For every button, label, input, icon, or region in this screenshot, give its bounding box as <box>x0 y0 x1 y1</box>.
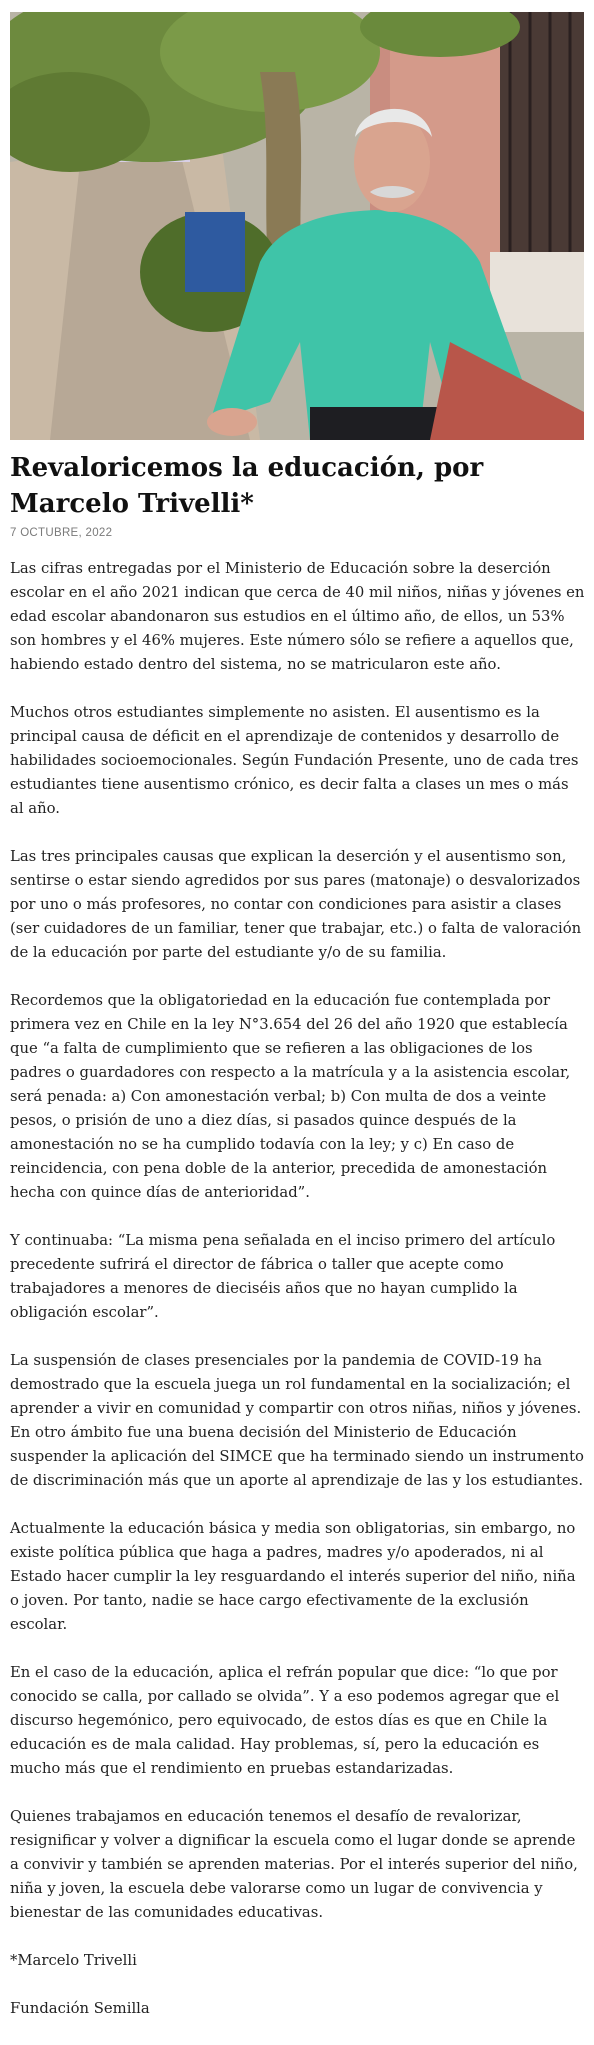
paragraph: En el caso de la educación, aplica el refrán popular que dice: “lo que por conocido se calla, por callado se olvida”. Y a eso podemos agregar que el discurso hegemónico, pero equivocado, de estos días es que en Chile la educación es de mala calidad. Hay problemas, sí, pero la educación es mucho más que el rendimiento en pruebas estandarizadas. <box>10 1664 560 1777</box>
paragraph: Las tres principales causas que explican la deserción y el ausentismo son, sentirse o estar siendo agredidos por sus pares (matonaje) o desvalorizados por uno o más profesores, no contar con condiciones para asistir a clases (ser cuidadores de un familiar, tener que trabajar, etc.) o falta de valoración de la educación por parte del estudiante y/o de su familia. <box>10 848 582 961</box>
paragraph: La suspensión de clases presenciales por la pandemia de COVID-19 ha demostrado que la escuela juega un rol fundamental en la socialización; el aprender a vivir en comunidad y compartir con otros niñas, niños y jóvenes. En otro ámbito fue una buena decisión del Ministerio de Educación suspender la aplicación del SIMCE que ha terminado siendo un instrumento de discriminación más que un aporte al aprendizaje de las y los estudiantes. <box>10 1352 584 1489</box>
paragraph: Las cifras entregadas por el Ministerio de Educación sobre la deserción escolar en el año 2021 indican que cerca de 40 mil niños, niñas y jóvenes en edad escolar abandonaron sus estudios en el último año, de ellos, un 53% son hombres y el 46% mujeres. Este número sólo se refiere a aquellos que, habiendo estado dentro del sistema, no se matricularon este año. <box>10 560 585 673</box>
signature-name: *Marcelo Trivelli <box>10 1952 137 1969</box>
article-body <box>10 557 586 2045</box>
hero-photo <box>10 12 584 440</box>
article-date: 7 OCTUBRE, 2022 <box>10 527 113 539</box>
paragraph: Muchos otros estudiantes simplemente no asisten. El ausentismo es la principal causa de déficit en el aprendizaje de contenidos y desarrollo de habilidades socioemocionales. Según Fundación Presente, uno de cada tres estudiantes tiene ausentismo crónico, es decir falta a clases un mes o más al año. <box>10 704 579 817</box>
paragraph: Quienes trabajamos en educación tenemos el desafío de revalorizar, resignificar y volver a dignificar la escuela como el lugar donde se aprende a convivir y también se aprenden materias. Por el interés superior del niño, niña y joven, la escuela debe valorarse como un lugar de convivencia y bienestar de las comunidades educativas. <box>10 1808 578 1921</box>
paragraph: Actualmente la educación básica y media son obligatorias, sin embargo, no existe política pública que haga a padres, madres y/o apoderados, ni al Estado hacer cumplir la ley resguardando el interés superior del niño, niña o joven. Por tanto, nadie se hace cargo efectivamente de la exclusión escolar. <box>10 1520 576 1633</box>
article-title: Revaloricemos la educación, por Marcelo Trivelli* <box>10 453 484 519</box>
paragraph: Y continuaba: “La misma pena señalada en el inciso primero del artículo precedente sufrirá el director de fábrica o taller que acepte como trabajadores a menores de dieciséis años que no hayan cumplido la obligación escolar”. <box>10 1232 556 1321</box>
paragraph: Recordemos que la obligatoriedad en la educación fue contemplada por primera vez en Chile en la ley N°3.654 del 26 del año 1920 que establecía que “a falta de cumplimiento que se refieren a las obligaciones de los padres o guardadores con respecto a la matrícula y a la asistencia escolar, será penada: a) Con amonestación verbal; b) Con multa de dos a veinte pesos, o prisión de uno a diez días, si pasados quince después de la amonestación no se ha cumplido todavía con la ley; y c) En caso de reincidencia, con pena doble de la anterior, precedida de amonestación hecha con quince días de anterioridad”. <box>10 992 571 1201</box>
signature-organization: Fundación Semilla <box>10 2000 150 2017</box>
